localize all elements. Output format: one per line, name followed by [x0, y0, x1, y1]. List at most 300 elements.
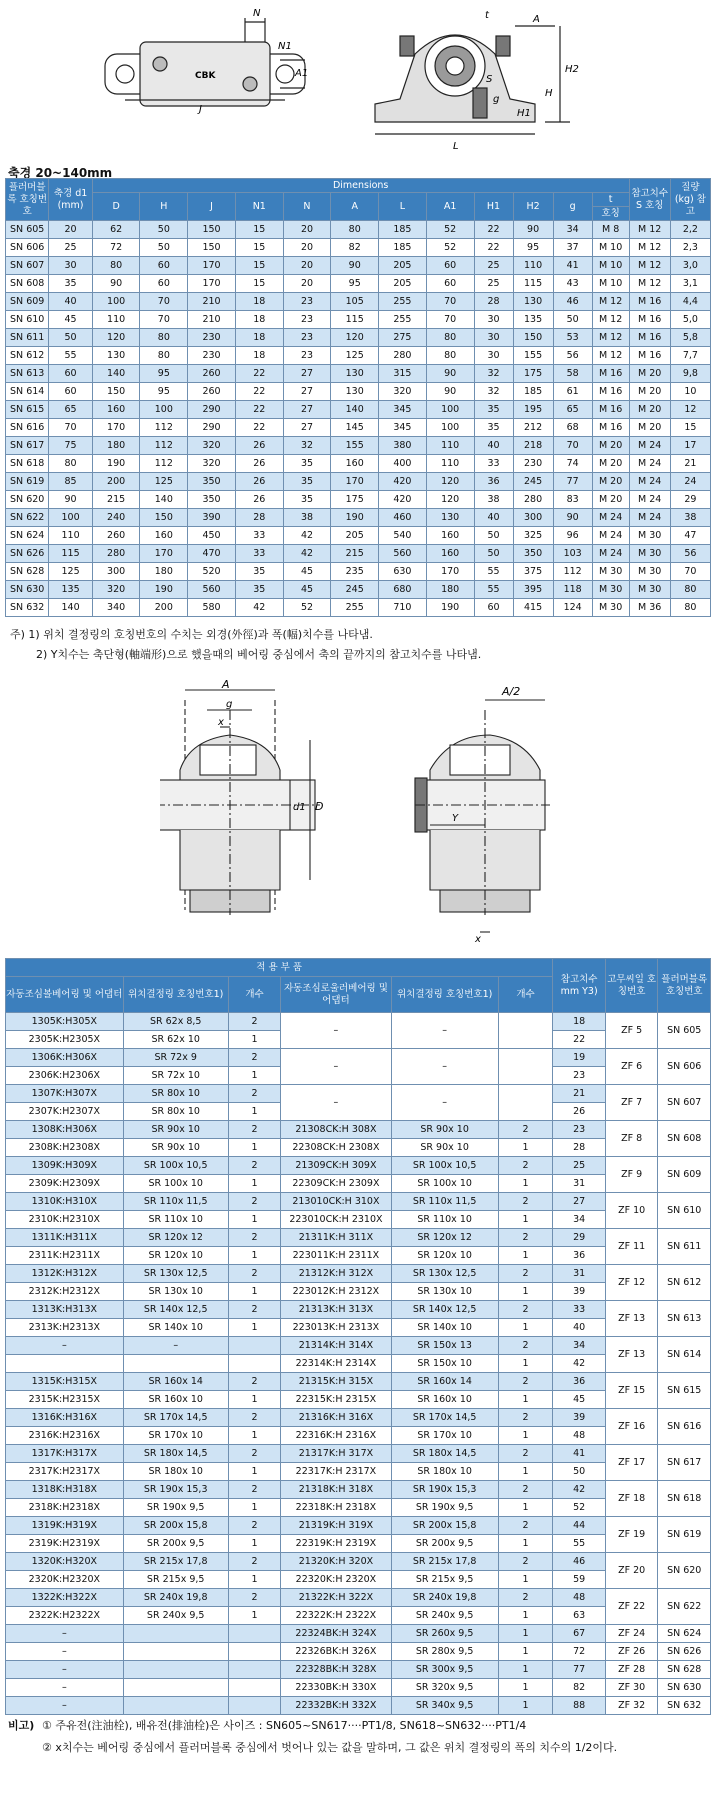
table-cell: 9,8	[670, 365, 710, 383]
table-cell: 35	[283, 473, 331, 491]
table-cell: 2	[228, 1445, 281, 1463]
table-cell: 1	[498, 1463, 553, 1481]
table-cell: SR 190x 15,3	[391, 1481, 498, 1499]
table-row	[6, 311, 711, 329]
col-dimensions: Dimensions	[92, 179, 629, 193]
table-cell: 1	[228, 1391, 281, 1409]
table-cell: SR 90x 10	[123, 1139, 228, 1157]
table-cell: 120	[426, 473, 474, 491]
table-cell: 375	[513, 563, 553, 581]
table-cell: SN 606	[6, 239, 49, 257]
table-cell: SR 150x 13	[391, 1337, 498, 1355]
table-row	[6, 527, 711, 545]
table-cell: 22309CK:H 2309X	[281, 1175, 391, 1193]
table-cell: M 10	[592, 257, 629, 275]
table-cell: 1317K:H317X	[6, 1445, 124, 1463]
table-cell: 90	[426, 365, 474, 383]
table-cell: 50	[553, 1463, 606, 1481]
table-cell: 2	[498, 1337, 553, 1355]
col-applied-parts: 적 용 부 품	[6, 959, 553, 977]
table-cell: 2312K:H2312X	[6, 1283, 124, 1301]
table-cell: 150	[188, 221, 236, 239]
table-cell: 35	[49, 275, 92, 293]
table-cell: 1320K:H320X	[6, 1553, 124, 1571]
col-H: H	[140, 193, 188, 221]
table-cell: 560	[379, 545, 427, 563]
table-cell: 22319K:H 2319X	[281, 1535, 391, 1553]
table-cell: 90	[49, 491, 92, 509]
table-cell: SR 90x 10	[391, 1121, 498, 1139]
table-cell: 95	[140, 365, 188, 383]
table-cell: 55	[474, 581, 513, 599]
table-row	[6, 1607, 711, 1625]
col-ring-1: 위치결정링 호칭번호1)	[123, 977, 228, 1013]
table-cell: 70	[670, 563, 710, 581]
table-cell: 1	[498, 1661, 553, 1679]
table-cell: SN 607	[6, 257, 49, 275]
table-cell: 72	[92, 239, 140, 257]
table-row	[6, 1661, 711, 1679]
pb-number-cell: SN 620	[658, 1553, 711, 1589]
table-cell: 21318K:H 318X	[281, 1481, 391, 1499]
table-cell: –	[6, 1679, 124, 1697]
table-cell: 20	[283, 221, 331, 239]
table-cell: SR 170x 10	[391, 1427, 498, 1445]
table-row	[6, 1355, 711, 1373]
table-cell: SN 616	[6, 419, 49, 437]
table-cell: SR 80x 10	[123, 1103, 228, 1121]
table-cell: 195	[513, 401, 553, 419]
table-cell: 50	[140, 221, 188, 239]
rubber-seal-cell: ZF 15	[605, 1373, 658, 1409]
table-cell: 112	[553, 563, 592, 581]
table-cell: 255	[379, 311, 427, 329]
table-cell: 26	[235, 473, 283, 491]
table-cell: 47	[670, 527, 710, 545]
table-cell: M 12	[592, 347, 629, 365]
table-cell: 260	[188, 365, 236, 383]
table-cell: 18	[235, 311, 283, 329]
table-cell: SN 612	[6, 347, 49, 365]
table-cell: 82	[331, 239, 379, 257]
table-cell: 38	[474, 491, 513, 509]
table-row	[6, 1283, 711, 1301]
table-cell: –	[6, 1697, 124, 1715]
table-cell: 21320K:H 320X	[281, 1553, 391, 1571]
table-cell: 185	[379, 221, 427, 239]
col-shaft-dia: 축경 d1 (mm)	[49, 179, 92, 221]
table-cell: 22324BK:H 324X	[281, 1625, 391, 1643]
table-cell: 22316K:H 2316X	[281, 1427, 391, 1445]
table-cell: 175	[513, 365, 553, 383]
table-cell: 7,7	[670, 347, 710, 365]
table-cell: 62	[92, 221, 140, 239]
table-cell: 39	[553, 1283, 606, 1301]
table-cell: M 24	[629, 473, 670, 491]
table-cell: 60	[49, 365, 92, 383]
table-cell: 35	[283, 491, 331, 509]
table-cell: 45	[553, 1391, 606, 1409]
table-cell: SR 215x 9,5	[391, 1571, 498, 1589]
table-cell: 160	[426, 545, 474, 563]
table-cell: 42	[553, 1355, 606, 1373]
table-cell: –	[6, 1625, 124, 1643]
table-cell: SN 624	[6, 527, 49, 545]
table-cell: 46	[553, 1553, 606, 1571]
col-ring-2: 위치결정링 호칭번호1)	[391, 977, 498, 1013]
table-cell: 22332BK:H 332X	[281, 1697, 391, 1715]
table-cell: 400	[379, 455, 427, 473]
table-cell: 50	[49, 329, 92, 347]
table-cell: 24	[670, 473, 710, 491]
table-cell: 112	[140, 437, 188, 455]
table-cell: 170	[331, 473, 379, 491]
rubber-seal-cell: ZF 13	[605, 1301, 658, 1337]
table-cell: M 10	[592, 275, 629, 293]
table-row	[6, 1427, 711, 1445]
table-cell: 345	[379, 401, 427, 419]
table-cell: 18	[235, 347, 283, 365]
table-cell: 2	[498, 1553, 553, 1571]
table-cell: SR 130x 12,5	[391, 1265, 498, 1283]
table-cell: 255	[331, 599, 379, 617]
table-cell: 160	[426, 527, 474, 545]
table-cell: –	[6, 1337, 124, 1355]
table-cell: 44	[553, 1517, 606, 1535]
table-cell: 140	[49, 599, 92, 617]
table-cell: SR 150x 10	[391, 1355, 498, 1373]
table-cell: 1	[498, 1679, 553, 1697]
table-cell: 77	[553, 473, 592, 491]
col-pb-number-2: 플러머블록 호칭번호	[658, 959, 711, 1013]
table-cell: 22317K:H 2317X	[281, 1463, 391, 1481]
table-cell: 22308CK:H 2308X	[281, 1139, 391, 1157]
table-cell: SR 240x 9,5	[123, 1607, 228, 1625]
table-cell: 22322K:H 2322X	[281, 1607, 391, 1625]
rubber-seal-cell: ZF 6	[605, 1049, 658, 1085]
table-cell: 5,0	[670, 311, 710, 329]
table-cell: 31	[553, 1265, 606, 1283]
table-cell: 34	[553, 221, 592, 239]
label-a-front: A	[533, 14, 540, 25]
table-row	[6, 1643, 711, 1661]
table-cell: 80	[140, 329, 188, 347]
table-cell: 29	[553, 1229, 606, 1247]
table-cell: 50	[474, 545, 513, 563]
table-row	[6, 383, 711, 401]
table-cell: M 30	[629, 563, 670, 581]
top-view-drawing	[95, 4, 325, 114]
table-cell: 2	[498, 1121, 553, 1139]
table-cell: 70	[426, 293, 474, 311]
table-cell: 350	[513, 545, 553, 563]
table-cell: 45	[283, 581, 331, 599]
table-cell	[498, 1085, 553, 1121]
table-cell	[6, 1355, 124, 1373]
table-cell: 2	[228, 1193, 281, 1211]
table-cell: 710	[379, 599, 427, 617]
table-cell: 27	[283, 401, 331, 419]
table-cell: M 24	[592, 545, 629, 563]
rubber-seal-cell: ZF 26	[605, 1643, 658, 1661]
table-cell: 90	[513, 221, 553, 239]
table-cell: 63	[553, 1607, 606, 1625]
table-cell: 115	[513, 275, 553, 293]
table-cell: 35	[283, 455, 331, 473]
remarks-line2: ② x치수는 베어링 중심에서 플러머블록 중심에서 벗어나 있는 값을 말하며, 그 값은 위치 결정링의 폭의 치수의 1/2이다.	[42, 1741, 618, 1754]
col-A1: A1	[426, 193, 474, 221]
table-cell: 100	[49, 509, 92, 527]
table-cell: 135	[49, 581, 92, 599]
table-cell: 2	[498, 1517, 553, 1535]
col-g: g	[553, 193, 592, 221]
table-cell: 1	[228, 1103, 281, 1121]
table-cell	[228, 1679, 281, 1697]
table-cell: 90	[92, 275, 140, 293]
table-cell: M 20	[629, 383, 670, 401]
table-cell: M 20	[592, 473, 629, 491]
table-cell: 350	[188, 491, 236, 509]
table-cell: 215	[92, 491, 140, 509]
rubber-seal-cell: ZF 7	[605, 1085, 658, 1121]
table-cell: 2	[498, 1157, 553, 1175]
table-cell: 223013K:H 2313X	[281, 1319, 391, 1337]
table-cell: SR 240x 9,5	[391, 1607, 498, 1625]
table-cell: 1	[498, 1499, 553, 1517]
col-N1: N1	[235, 193, 283, 221]
table-row	[6, 275, 711, 293]
table-cell: 3,1	[670, 275, 710, 293]
table-cell: 22320K:H 2320X	[281, 1571, 391, 1589]
table-cell: 1308K:H306X	[6, 1121, 124, 1139]
table-cell: 150	[513, 329, 553, 347]
table-cell: 320	[379, 383, 427, 401]
table-cell: 3,0	[670, 257, 710, 275]
table-cell: 28	[553, 1139, 606, 1157]
table-cell: 260	[188, 383, 236, 401]
table-cell: SR 110x 11,5	[391, 1193, 498, 1211]
table-cell: 205	[379, 257, 427, 275]
table-cell: 70	[426, 311, 474, 329]
table-cell: 160	[92, 401, 140, 419]
table-row	[6, 1625, 711, 1643]
table-cell: 1	[498, 1175, 553, 1193]
table-row	[6, 347, 711, 365]
table-cell: SR 160x 10	[123, 1391, 228, 1409]
label-d1: d1	[293, 802, 306, 813]
table-cell: SN 632	[6, 599, 49, 617]
pb-number-cell: SN 612	[658, 1265, 711, 1301]
pb-number-cell: SN 619	[658, 1517, 711, 1553]
table-cell: 1	[228, 1607, 281, 1625]
table-cell: 1311K:H311X	[6, 1229, 124, 1247]
table-cell: 21316K:H 316X	[281, 1409, 391, 1427]
col-y-ref: 참고치수 mm Y3)	[553, 959, 606, 1013]
pb-number-cell: SN 609	[658, 1157, 711, 1193]
table-cell: 180	[92, 437, 140, 455]
table-cell: 40	[474, 437, 513, 455]
table-cell: SR 130x 10	[123, 1283, 228, 1301]
rubber-seal-cell: ZF 19	[605, 1517, 658, 1553]
table-cell: 20	[283, 239, 331, 257]
table-cell: SR 260x 9,5	[391, 1625, 498, 1643]
table-cell: 1	[228, 1463, 281, 1481]
table-cell: 80	[331, 221, 379, 239]
table-cell: SR 90x 10	[123, 1121, 228, 1139]
table-cell: 290	[188, 419, 236, 437]
table-cell: 22	[553, 1031, 606, 1049]
table-cell: 1	[498, 1391, 553, 1409]
rubber-seal-cell: ZF 10	[605, 1193, 658, 1229]
table-cell: 80	[92, 257, 140, 275]
table-cell: M 12	[629, 239, 670, 257]
label-l: L	[453, 141, 459, 152]
table-cell: 415	[513, 599, 553, 617]
table-cell: 520	[188, 563, 236, 581]
table-cell: 21	[553, 1085, 606, 1103]
table-cell: 12	[670, 401, 710, 419]
table-cell: 1309K:H309X	[6, 1157, 124, 1175]
table-cell: 48	[553, 1589, 606, 1607]
table-cell	[123, 1355, 228, 1373]
table-cell: SR 180x 14,5	[391, 1445, 498, 1463]
table-cell: 2	[498, 1301, 553, 1319]
table-cell: SR 180x 14,5	[123, 1445, 228, 1463]
table-cell: 95	[331, 275, 379, 293]
table-cell: SR 170x 14,5	[391, 1409, 498, 1427]
table-cell: 23	[553, 1067, 606, 1085]
table-cell: 1312K:H312X	[6, 1265, 124, 1283]
table-cell: 2305K:H2305X	[6, 1031, 124, 1049]
note1-line2: 2) Y치수는 축단형(軸端形)으로 했을때의 베어링 중심에서 축의 끝까지의 참고치수를 나타냄.	[36, 648, 482, 661]
table-cell: M 30	[592, 599, 629, 617]
table-cell: SR 140x 12,5	[123, 1301, 228, 1319]
table-cell: 420	[379, 473, 427, 491]
table-cell: 85	[49, 473, 92, 491]
table-row	[6, 239, 711, 257]
table-cell: 22328BK:H 328X	[281, 1661, 391, 1679]
table-cell: 200	[140, 599, 188, 617]
table-cell: 27	[283, 419, 331, 437]
table-cell: M 16	[629, 293, 670, 311]
table-cell: 112	[140, 455, 188, 473]
table-cell	[123, 1697, 228, 1715]
table-cell: 22	[235, 365, 283, 383]
table-cell: 2	[498, 1481, 553, 1499]
table-cell: SR 180x 10	[391, 1463, 498, 1481]
table-cell: SR 200x 9,5	[123, 1535, 228, 1553]
label-g-section: g	[226, 699, 233, 710]
label-n: N	[253, 8, 261, 19]
table-cell: 2320K:H2320X	[6, 1571, 124, 1589]
rubber-seal-cell: ZF 20	[605, 1553, 658, 1589]
table-cell: 2308K:H2308X	[6, 1139, 124, 1157]
table-cell: 235	[331, 563, 379, 581]
table-cell: 245	[513, 473, 553, 491]
table-cell: 223011K:H 2311X	[281, 1247, 391, 1265]
table-cell: 38	[283, 509, 331, 527]
table-cell: 4,4	[670, 293, 710, 311]
table-cell: 2	[228, 1517, 281, 1535]
table-cell: 41	[553, 257, 592, 275]
table-cell: 30	[474, 329, 513, 347]
table-cell: 300	[92, 563, 140, 581]
table-cell: SN 630	[6, 581, 49, 599]
table-cell: 48	[553, 1427, 606, 1445]
table-cell: 52	[426, 239, 474, 257]
table-cell: SN 618	[6, 455, 49, 473]
table-cell: 40	[553, 1319, 606, 1337]
table-cell: 67	[553, 1625, 606, 1643]
table-cell: 56	[670, 545, 710, 563]
table-cell: 35	[235, 563, 283, 581]
table-cell: 210	[188, 293, 236, 311]
table-cell: 160	[140, 527, 188, 545]
table-cell: SN 614	[6, 383, 49, 401]
table-cell: 110	[513, 257, 553, 275]
table-cell: SR 240x 19,8	[123, 1589, 228, 1607]
table-cell: SR 90x 10	[391, 1139, 498, 1157]
table-cell: 10	[670, 383, 710, 401]
table-cell: 190	[426, 599, 474, 617]
table-cell: 29	[670, 491, 710, 509]
table-cell: 17	[670, 437, 710, 455]
table-cell: 450	[188, 527, 236, 545]
table-cell: 120	[92, 329, 140, 347]
table-row	[6, 1157, 711, 1175]
table-cell: SR 180x 10	[123, 1463, 228, 1481]
table-cell: 223012K:H 2312X	[281, 1283, 391, 1301]
table-cell: 180	[140, 563, 188, 581]
table-cell: 1	[228, 1031, 281, 1049]
table-cell: M 12	[629, 275, 670, 293]
table-cell: 21322K:H 322X	[281, 1589, 391, 1607]
table-row	[6, 1553, 711, 1571]
table-cell: M 30	[592, 581, 629, 599]
table-cell: 35	[235, 581, 283, 599]
table-cell: SR 140x 12,5	[391, 1301, 498, 1319]
table-cell: –	[391, 1085, 498, 1121]
table-cell: 26	[235, 491, 283, 509]
table-cell: 190	[92, 455, 140, 473]
table-cell: 1	[228, 1175, 281, 1193]
table-cell: 21315K:H 315X	[281, 1373, 391, 1391]
table-cell: SR 100x 10	[123, 1175, 228, 1193]
table-cell: 1	[498, 1283, 553, 1301]
table-cell: 2	[498, 1445, 553, 1463]
table-cell: 1	[498, 1211, 553, 1229]
col-roller-bearing: 자동조심로울러베어링 및 어댑터	[281, 977, 391, 1013]
table-cell: 35	[474, 401, 513, 419]
table-cell: 2	[228, 1553, 281, 1571]
table-row	[6, 1337, 711, 1355]
note1-line1: 주) 1) 위치 결정링의 호칭번호의 수치는 외경(外徑)과 폭(幅)치수를 나타냄.	[10, 628, 373, 641]
label-h: H	[545, 88, 553, 99]
table-cell: 28	[474, 293, 513, 311]
table-cell	[123, 1625, 228, 1643]
table-cell: 65	[553, 401, 592, 419]
pb-number-cell: SN 630	[658, 1679, 711, 1697]
table-cell: 2	[498, 1229, 553, 1247]
table-cell: SN 613	[6, 365, 49, 383]
table-cell: M 16	[592, 365, 629, 383]
rubber-seal-cell: ZF 28	[605, 1661, 658, 1679]
table-cell: 21308CK:H 308X	[281, 1121, 391, 1139]
label-t: t	[485, 10, 489, 21]
table-cell: 155	[331, 437, 379, 455]
table-row	[6, 1193, 711, 1211]
table-cell: 77	[553, 1661, 606, 1679]
